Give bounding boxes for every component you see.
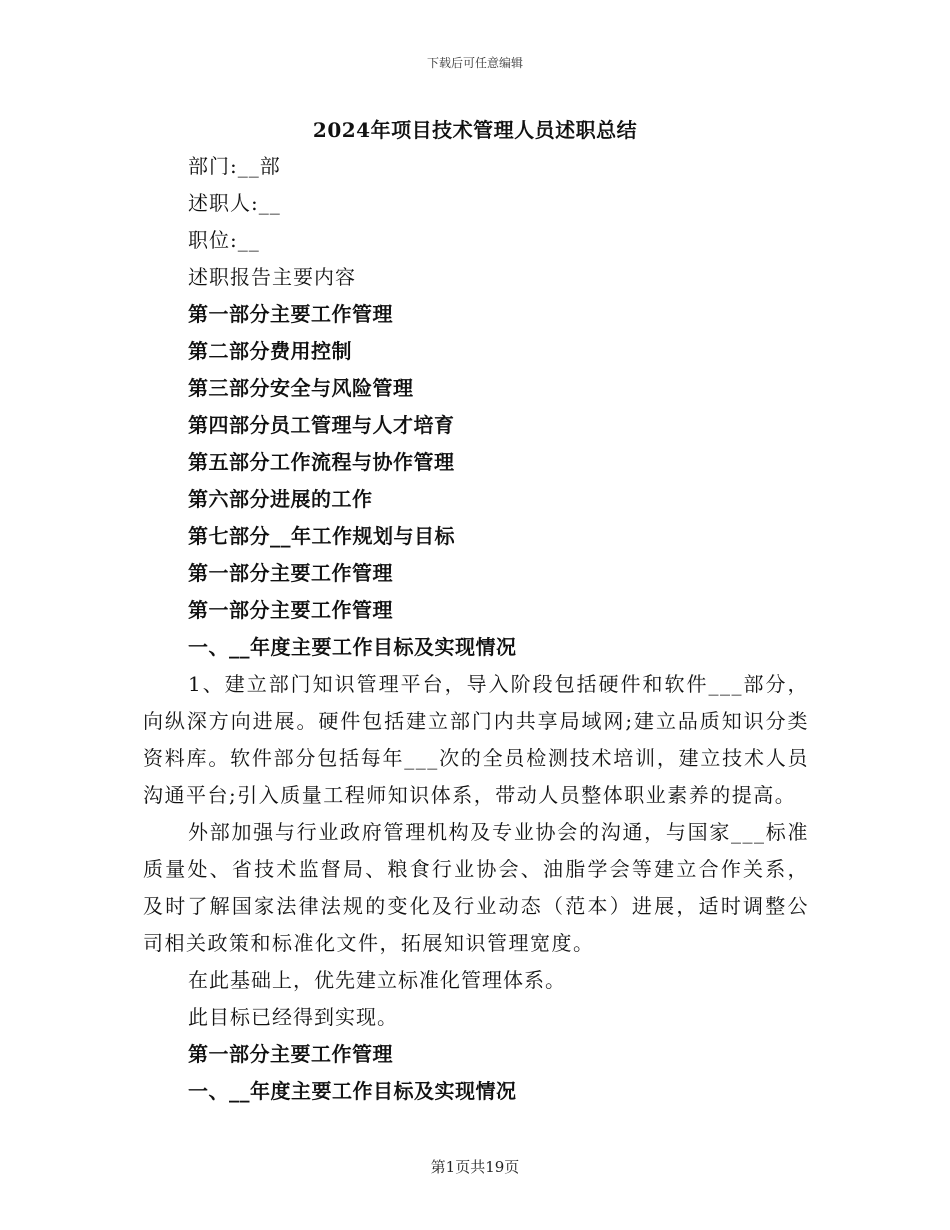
position-line: 职位:__ — [188, 228, 260, 252]
page-number: 第1页共19页 — [430, 1158, 520, 1176]
header-note: 下载后可任意编辑 — [426, 56, 523, 70]
document-body — [143, 148, 809, 1110]
toc-item: 第四部分员工管理与人才培育 — [188, 413, 455, 437]
body-line: 在此基础上，优先建立标准化管理体系。 — [188, 968, 566, 992]
reporter-line: 述职人:__ — [188, 191, 281, 215]
document-title: 2024年项目技术管理人员述职总结 — [312, 118, 638, 142]
section-heading: 第一部分主要工作管理 — [188, 598, 393, 622]
body-paragraph: 外部加强与行业政府管理机构及专业协会的沟通，与国家___标准质量处、省技术监督局、粮食行业协会、油脂学会等建立合作关系，及时了解国家法律法规的变化及行业动态（范本）进展，适时调整公司相关政策和标准化文件，拓展知识管理宽度。 — [143, 820, 809, 955]
section-heading: 第一部分主要工作管理 — [188, 561, 393, 585]
body-paragraph: 1、建立部门知识管理平台，导入阶段包括硬件和软件___部分，向纵深方向进展。硬件包括建立部门内共享局域网;建立品质知识分类资料库。软件部分包括每年___次的全员检测技术培训，建立技术人员沟通平台;引入质量工程师知识体系，带动人员整体职业素养的提高。 — [143, 672, 809, 807]
toc-item: 第六部分进展的工作 — [188, 487, 373, 511]
section-heading: 第一部分主要工作管理 — [188, 1042, 393, 1066]
department-line: 部门:__部 — [188, 154, 281, 178]
toc-item: 第三部分安全与风险管理 — [188, 376, 414, 400]
toc-item: 第二部分费用控制 — [188, 339, 352, 363]
subsection-heading: 一、__年度主要工作目标及实现情况 — [188, 635, 517, 659]
subsection-heading: 一、__年度主要工作目标及实现情况 — [188, 1079, 517, 1103]
toc-item: 第五部分工作流程与协作管理 — [188, 450, 455, 474]
contents-heading: 述职报告主要内容 — [188, 265, 356, 289]
body-line: 此目标已经得到实现。 — [188, 1005, 398, 1029]
toc-item: 第七部分__年工作规划与目标 — [188, 524, 455, 548]
toc-item: 第一部分主要工作管理 — [188, 302, 393, 326]
